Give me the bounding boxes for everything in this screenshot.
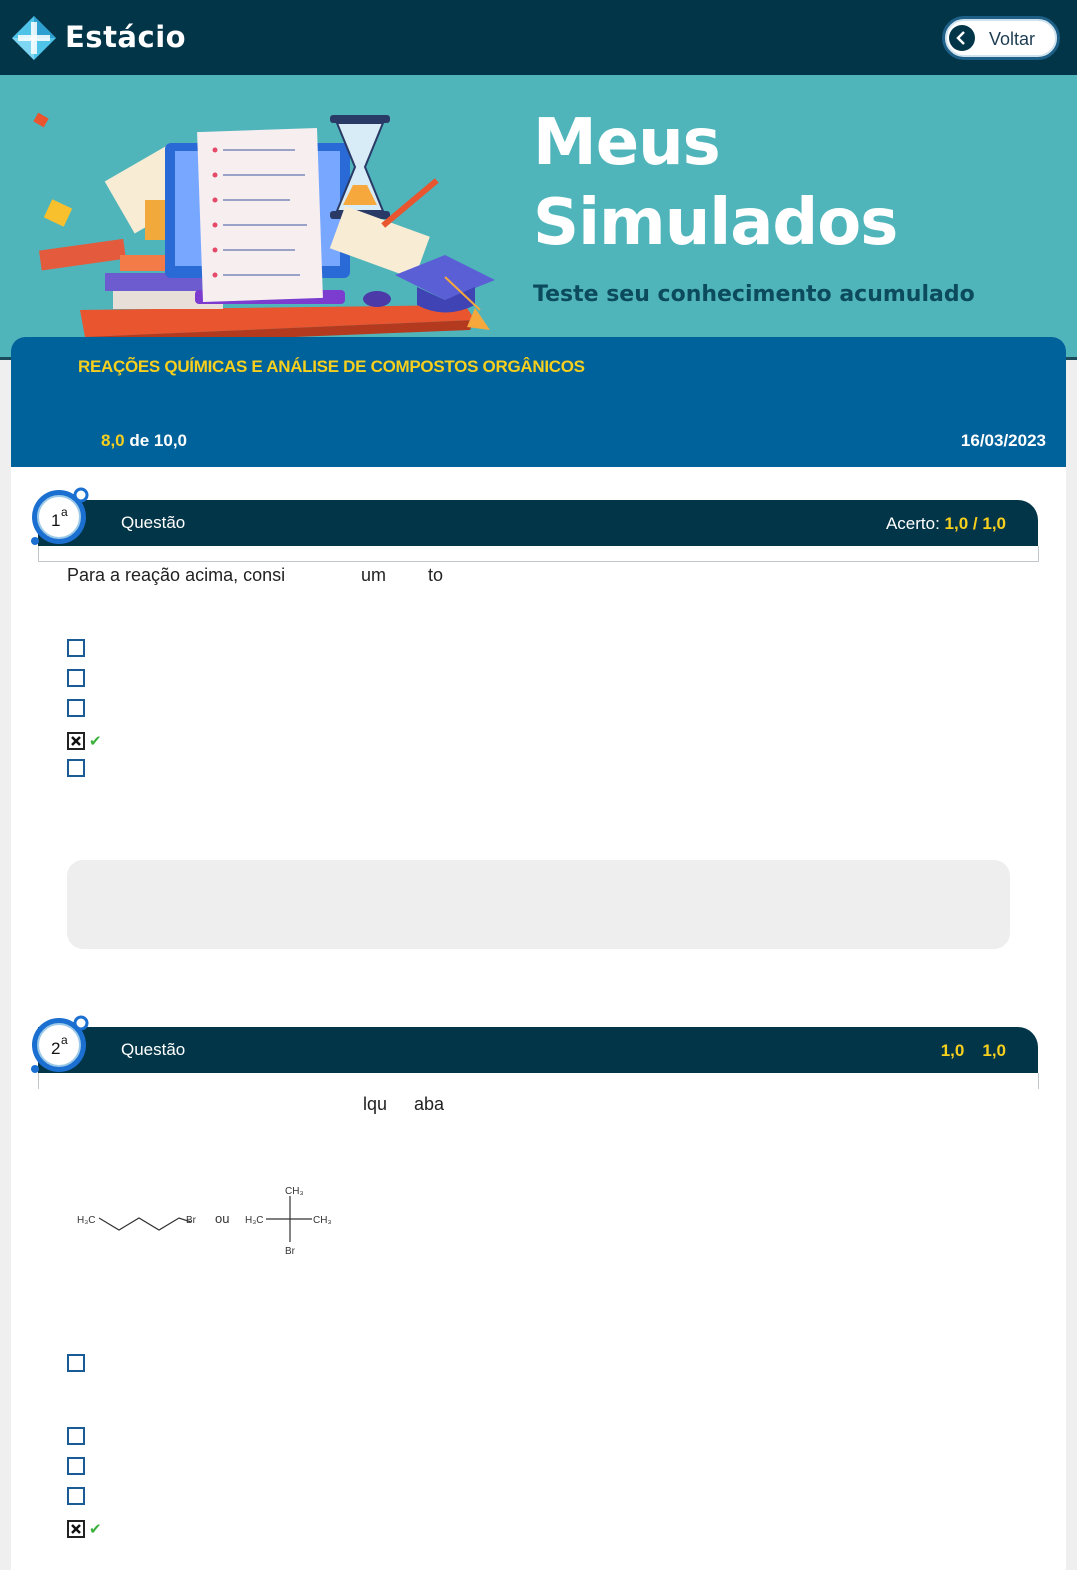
exam-date: 16/03/2023 bbox=[960, 431, 1046, 450]
answer-checkbox-selected[interactable] bbox=[67, 732, 85, 750]
chem-right-left: H₃C bbox=[245, 1215, 264, 1226]
exam-header bbox=[11, 337, 1066, 467]
answer-explanation-box bbox=[67, 860, 1010, 949]
x-mark-icon bbox=[69, 734, 83, 748]
question-header-underline bbox=[38, 546, 1039, 562]
question-ordinal: a bbox=[61, 1033, 68, 1047]
logo-text: Estácio bbox=[65, 20, 187, 54]
page-title bbox=[533, 103, 897, 263]
answer-checkbox[interactable] bbox=[67, 1487, 85, 1505]
exam-card bbox=[11, 337, 1066, 1570]
answer-checkbox[interactable] bbox=[67, 699, 85, 717]
answer-checkbox[interactable] bbox=[67, 1354, 85, 1372]
question-number: 1 bbox=[51, 511, 61, 530]
question-score-prefix: Acerto: bbox=[885, 514, 945, 533]
chem-left-formula: H₃C bbox=[77, 1215, 96, 1226]
back-button-label: Voltar bbox=[989, 29, 1036, 49]
question-ordinal: a bbox=[61, 505, 68, 519]
question-score-value: 1,0 bbox=[944, 514, 969, 533]
question-number-badge bbox=[29, 487, 89, 547]
answer-checkbox[interactable] bbox=[67, 759, 85, 777]
chevron-left-icon bbox=[949, 25, 975, 51]
chem-left-end: Br bbox=[186, 1215, 196, 1226]
question-label: Questão bbox=[121, 513, 186, 532]
answer-checkbox[interactable] bbox=[67, 1457, 85, 1475]
question-text-fragment: lqu bbox=[363, 1094, 388, 1114]
question-score-total: 1,0 bbox=[982, 514, 1006, 533]
page-subtitle: Teste seu conhecimento acumulado bbox=[533, 282, 975, 307]
correct-check-icon: ✔ bbox=[89, 733, 102, 750]
chem-right-top: CH₃ bbox=[285, 1186, 304, 1197]
question-number-badge bbox=[29, 1015, 89, 1075]
page-title-line1: Meus bbox=[533, 106, 720, 180]
question-header bbox=[38, 1027, 1038, 1073]
exam-score bbox=[101, 431, 187, 451]
study-illustration bbox=[25, 105, 515, 345]
question-number: 2 bbox=[51, 1039, 61, 1058]
answer-checkbox-selected[interactable] bbox=[67, 1520, 85, 1538]
question-score-value: 1,0 bbox=[940, 1041, 965, 1060]
exam-score-got: 8,0 bbox=[101, 431, 125, 450]
answer-checkbox[interactable] bbox=[67, 669, 85, 687]
chem-right-bottom: Br bbox=[285, 1246, 295, 1257]
question-score bbox=[886, 514, 1006, 534]
x-mark-icon bbox=[69, 1522, 83, 1536]
question-text: Para a reação acima, consi bbox=[67, 565, 286, 585]
question-score bbox=[941, 1041, 1006, 1061]
exam-subject: REAÇÕES QUÍMICAS E ANÁLISE DE COMPOSTOS ORGÂNICOS bbox=[78, 357, 585, 376]
page-title-line2: Simulados bbox=[533, 186, 898, 260]
question-text-fragment: aba bbox=[414, 1094, 445, 1114]
back-button[interactable] bbox=[942, 16, 1060, 60]
chem-connector: ou bbox=[215, 1211, 230, 1226]
question-header bbox=[38, 500, 1038, 546]
chemical-structure-image bbox=[73, 1182, 363, 1262]
estacio-logo-icon[interactable] bbox=[10, 14, 58, 62]
correct-check-icon: ✔ bbox=[89, 1521, 102, 1538]
question-score-sep: / bbox=[968, 514, 983, 533]
hero-banner bbox=[0, 75, 1077, 360]
question-label: Questão bbox=[121, 1040, 186, 1059]
question-text-fragment: to bbox=[428, 565, 444, 585]
question-score-total: 1,0 bbox=[982, 1041, 1006, 1060]
question-header-underline bbox=[38, 1073, 1039, 1089]
top-nav bbox=[0, 0, 1077, 75]
answer-checkbox[interactable] bbox=[67, 1427, 85, 1445]
question-text-fragment: um bbox=[361, 565, 387, 585]
answer-checkbox[interactable] bbox=[67, 639, 85, 657]
exam-score-total: de 10,0 bbox=[124, 431, 188, 450]
chem-right-right: CH₃ bbox=[313, 1215, 332, 1226]
